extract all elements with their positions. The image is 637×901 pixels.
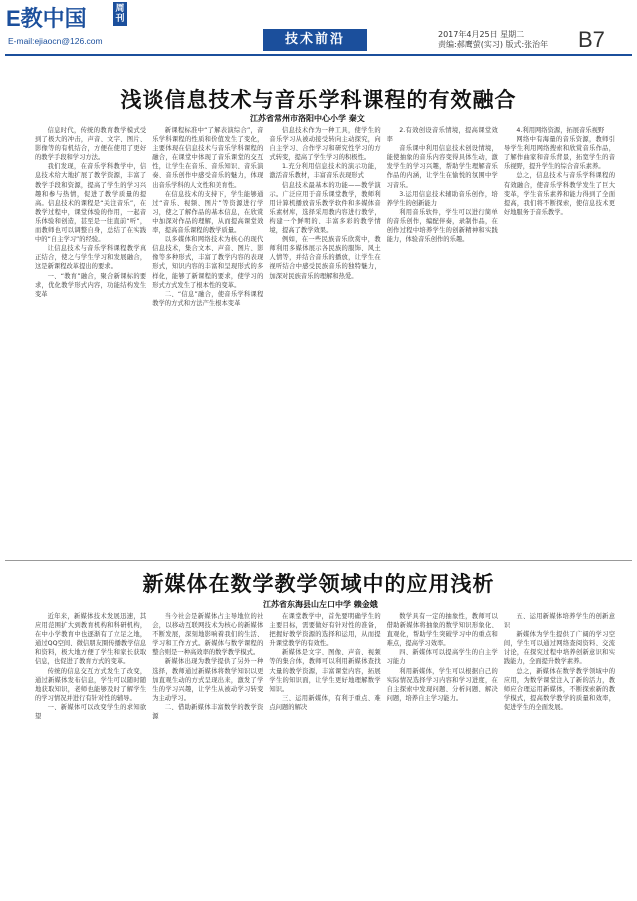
issue-date: 2017年4月25日 星期二 (438, 30, 525, 39)
paragraph: 例如，在一些民族音乐欣赏中，教师利用多媒体展示各民族的服饰、风土人情等，并结合音乐的播放，让学生在视听结合中感受民族音乐的独特魅力，加深对民族音乐的理解和热爱。 (269, 236, 381, 280)
article2-col (387, 612, 498, 896)
email-text: E-mail:ejiaocn@126.com (8, 36, 103, 46)
paragraph: 近年来，新媒体技术发展迅速，其应用范围扩大到教育机构和科研机构，在中小学教育中也逐渐有了立足之地，通过QQ空间、微信朋友圈传播教学信息和资料，极大地方便了学生和家长获取信息，也促进了教育方式的变革。 (35, 613, 147, 666)
paragraph: 二、“信息”融合，使音乐学科课程教学的方式和方法产生根本变革 (152, 290, 264, 307)
paragraph: 新媒体是文字、图像、声音、视频等的集合体，教师可以利用新媒体查找大量的教学资源，丰富课堂内容，拓展学生的知识面，让学生更好地理解数学知识。 (269, 649, 381, 693)
paragraph: 2.有效创设音乐情境，提高课堂效率 (386, 127, 498, 144)
header-rule (5, 54, 632, 56)
paragraph: 利用新媒体，学生可以根据自己的实际情况选择学习内容和学习进度，在自主探索中发现问题、分析问题、解决问题，培养自主学习能力。 (386, 667, 498, 702)
paragraph: 四、新媒体可以提高学生的自主学习能力 (386, 649, 498, 666)
paragraph: 一、“教育”融合，聚合新课标的要求，优化教学形式内容，功能结构发生变革 (35, 272, 147, 298)
paragraph: 三、运用新媒体，有利于重点、难点问题的解决 (269, 694, 381, 711)
logo-side-label: 周刊 (113, 2, 127, 26)
logo (6, 6, 116, 48)
page-number: B7 (578, 27, 605, 52)
section-title: 技术前沿 (263, 29, 367, 51)
paragraph: 信息技术最基本的功能——教学演示。广泛应用于音乐课堂教学，教师利用计算机播放音乐教学软件和多媒体音乐素材库，选择采用教内容进行教学，构建一个鲜明的、丰富多彩的教学情境，提高了教学效果。 (269, 181, 381, 235)
paragraph: 网络中有海量的音乐资源，教师引导学生利用网络搜索和欣赏音乐作品，了解作曲家和音乐背景，拓宽学生的音乐视野，提升学生的综合音乐素养。 (503, 136, 616, 171)
issue-info (438, 30, 548, 50)
paragraph: 在信息技术的支持下，学生能够通过“音乐、视频、图片”等资源进行学习，使之了解作品的基本信息，在欣赏中加深对作品的理解，从而提高课堂效率，提高音乐课程的教学质量。 (152, 190, 264, 235)
issue-editors: 责编:郝鹰萤(实习) 版式:张治年 (438, 40, 549, 49)
article2-col (152, 612, 263, 896)
article1-col (387, 126, 498, 556)
paragraph: 新课程标准中“了解表演综合”，音乐学科课程的性质和价值发生了变化，主要体现在信息技术与音乐学科课程的融合，在课堂中体现了音乐课堂的交互性，让学生在音乐、音乐知识、音乐演奏、音乐创作中感受音乐的魅力，体现出音乐学科的人文性和美育性。 (152, 127, 264, 189)
paragraph: 总之，信息技术与音乐学科课程的有效融合，使音乐学科教学发生了巨大变革，学生音乐素养和能力得到了全面提高，我们将不断探索，使信息技术更好地服务于音乐教学。 (503, 172, 616, 216)
paragraph: 二、借助新媒体丰富数学的教学资源 (152, 703, 264, 721)
article2-col (35, 612, 146, 896)
article1-col (504, 126, 615, 556)
paragraph: 信息时代，传统的教育教学模式受到了极大的冲击，声音、文字、图片、影像等的有机结合，方便在使用了更好的教学手段和学习方法。 (35, 127, 147, 162)
paragraph: 1.充分利用信息技术的演示功能，激活音乐教材，丰富音乐表现形式 (269, 163, 381, 180)
paragraph: 总之，新媒体在数学教学领域中的应用，为数学课堂注入了新的活力，教师应合理运用新媒体，不断探索新的教学模式，提高数学教学的质量和效率，促进学生的全面发展。 (503, 667, 616, 711)
paragraph: 五、运用新媒体培养学生的创新意识 (503, 613, 616, 630)
paragraph: 我们发现，在音乐学科教学中，信息技术给大地扩展了教学资源，丰富了教学手段和资源，提高了学生的学习兴趣和参与热情，促进了教学质量的提高。信息技术的课程是“关注音乐”，在教学过程中，课堂体验的作用，一起音乐体验和创造，甚至是一往直前“听”，而教师也可以调整自身，总结了在实践中的“自主学习”的经验。 (35, 163, 147, 244)
article1-col (35, 126, 146, 556)
article1-col (269, 126, 380, 556)
article1-col (152, 126, 263, 556)
logo-text: E教中国 (6, 6, 87, 31)
paragraph: 一、新媒体可以改变学生的求知欲望 (35, 703, 147, 721)
article2-byline: 江苏省东海县山左口中学 赖金娥 (263, 600, 378, 609)
article1-byline: 江苏省常州市洛阳中心小学 秦文 (250, 114, 365, 123)
paragraph: 在课堂教学中，首先要明确学生的主要目标，需要做好有针对性的准备，把握好教学资源的选择和运用，从而提升课堂教学的有效性。 (269, 613, 381, 648)
paragraph: 以多媒体和网络技术为核心的现代信息技术，集合文本、声音、图片、影像等多种形式，丰富了教学内容的表现形式，知识内容的丰富和呈现形式的多样化，能够了新课程的要求，使学习的形式方式发生了根本性的变革。 (152, 236, 264, 289)
article1-title: 浅谈信息技术与音乐学科课程的有效融合 (120, 88, 517, 112)
paragraph: 让信息技术与音乐学科课程教学真正结合，使之与学生学习和发展融合，这是新课程改革提出的要求。 (35, 245, 147, 271)
article-divider (5, 560, 632, 561)
article2-col (269, 612, 380, 896)
article2-body (35, 612, 615, 896)
paragraph: 信息技术作为一种工具，使学生的音乐学习从被动接受转向主动探究，向自主学习、合作学习和研究性学习的方式转变，提高了学生学习的积极性。 (269, 127, 381, 162)
paragraph: 4.利用网络资源，拓展音乐视野 (516, 127, 605, 134)
paragraph: 3.运用信息技术辅助音乐创作，培养学生的创新能力 (386, 190, 498, 207)
paragraph: 传统的信息交互方式发生了改变，通过新媒体发布信息，学生可以随时随地获取知识，老师也能够及时了解学生的学习情况并进行有针对性的辅导。 (35, 667, 147, 702)
paragraph: 新媒体出现为教学提供了另外一种选择，教师通过新媒体将数学知识以更加直观生动的方式呈现出来，激发了学生的学习兴趣，让学生从被动学习转变为主动学习。 (152, 658, 264, 702)
masthead (0, 0, 637, 62)
article2-title: 新媒体在数学教学领域中的应用浅析 (142, 572, 495, 596)
paragraph: 音乐课中利用信息技术创设情境，能使抽象的音乐内容变得具体生动，激发学生的学习兴趣，帮助学生理解音乐作品的内涵，让学生在愉悦的氛围中学习音乐。 (386, 145, 498, 189)
article1-body (35, 126, 615, 556)
paragraph: 数学具有一定的抽象性，教师可以借助新媒体将抽象的数学知识形象化、直观化，帮助学生突破学习中的重点和难点，提高学习效率。 (386, 613, 498, 648)
article2-col (504, 612, 615, 896)
paragraph: 新媒体为学生提供了广阔的学习空间，学生可以通过网络查阅资料、交流讨论，在探究过程中培养创新意识和实践能力，全面提升数学素养。 (503, 631, 616, 666)
paragraph: 当今社会是新媒体占主导地位的社会，以移动互联网技术为核心的新媒体不断发展，深刻地影响着我们的生活、学习和工作方式。新媒体与数学课程的整合则是一种高效率的数学教学模式。 (152, 613, 264, 657)
paragraph: 利用音乐软件，学生可以进行简单的音乐创作，编配伴奏，录制作品，在创作过程中培养学生的创新精神和实践能力，体验音乐创作的乐趣。 (386, 208, 498, 244)
